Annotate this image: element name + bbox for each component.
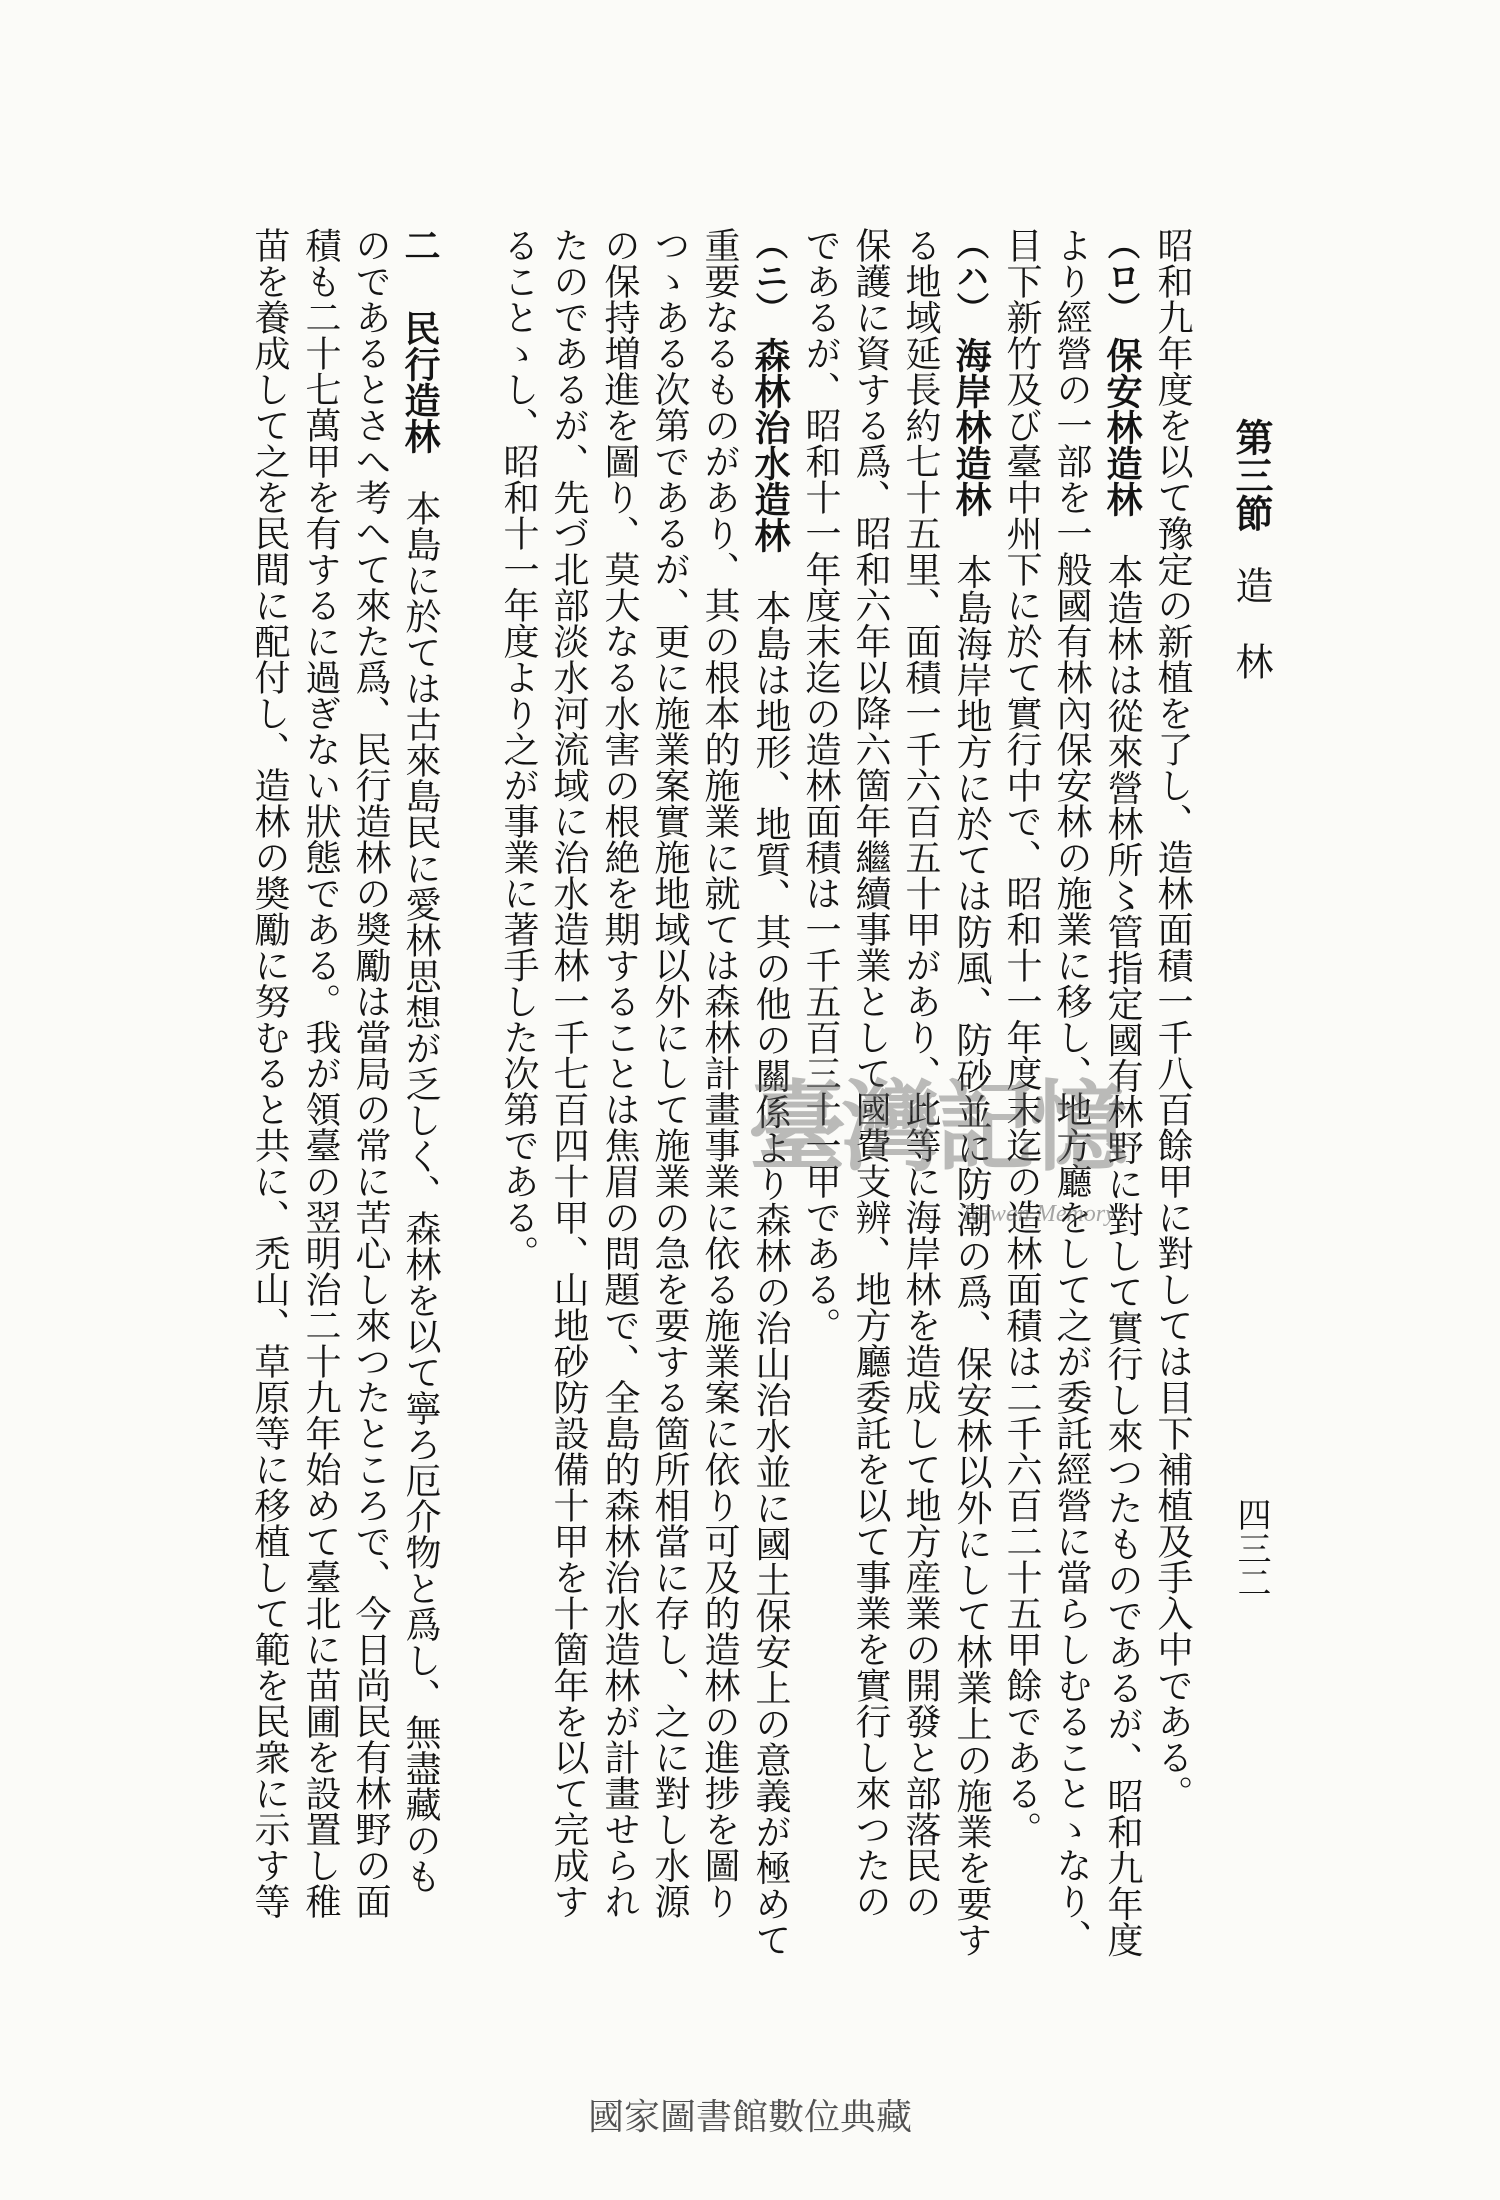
- column-text: より經營の一部を一般國有林內保安林の施業に移し、地方廳をして之が委託經營に當らしむることゝなり、: [1051, 227, 1092, 1955]
- column-text: のであるとさへ考へて來た爲、民行造林の奬勵は當局の常に苦心し來つたところで、今日尚民有林野の面: [350, 227, 391, 1919]
- column-text: 本造林は從來營林所〻管指定國有林野に對して實行し來つたものであるが、昭和九年度: [1102, 553, 1143, 1958]
- column-text: 昭和九年度を以て豫定の新植を了し、造林面積一千八百餘甲に對しては目下補植及手入中である。: [1152, 227, 1193, 1811]
- text-column: [1152, 227, 1193, 1811]
- page-number: 四三二: [1231, 1497, 1271, 1599]
- text-column: [1051, 227, 1092, 1955]
- collection-credit: 國家圖書館數位典藏: [587, 2097, 912, 2138]
- text-column: [249, 227, 290, 1919]
- watermark-logo-subtext: Taiwan Memory: [960, 1201, 1116, 1227]
- text-column: [350, 227, 391, 1919]
- column-text: 積も二十七萬甲を有するに過ぎない狀態である。我が領臺の翌明治二十九年始めて臺北に苗圃を設置し稚: [300, 227, 341, 1919]
- watermark-logo-text: 臺灣記憶: [748, 1070, 1125, 1185]
- section-heading: 民行造林: [399, 309, 441, 454]
- section-title: 造 林: [1229, 566, 1273, 681]
- subsection-label: （ハ）: [952, 227, 990, 325]
- text-column: [300, 227, 341, 1919]
- subsection-label: （ニ）: [751, 227, 789, 325]
- text-column: [800, 227, 841, 1343]
- column-text: 重要なるものがあり、其の根本的施業に就ては森林計畫事業に依る施業案に依り可及的造林の進捗を圖り: [699, 227, 740, 1919]
- text-column: [399, 227, 441, 1894]
- subsection-heading: 海岸林造林: [950, 337, 992, 518]
- section-label: 第三節: [1229, 418, 1274, 532]
- text-column: [850, 227, 891, 1919]
- column-text: 保護に資する爲、昭和六年以降六箇年繼續事業として國費支辨、地方廳委託を以て事業を實行し來つたの: [850, 227, 891, 1919]
- subsection-heading: 森林治水造林: [749, 337, 791, 554]
- column-text: つゝある次第であるが、更に施業案實施地域以外にして施業の急を要する箇所相當に存し、之に對し水源: [649, 227, 690, 1919]
- text-column: [1101, 227, 1143, 1958]
- text-column: [498, 227, 539, 1271]
- column-text: であるが、昭和十一年度末迄の造林面積は一千五百三十一甲である。: [800, 227, 841, 1343]
- column-text: 本島は地形、地質、其の他の關係より森林の治山治水並に國土保安上の意義が極めて: [750, 589, 791, 1958]
- text-column: [599, 227, 640, 1919]
- running-header: [1229, 418, 1274, 681]
- column-text: の保持増進を圖り、莫大なる水害の根絶を期することは焦眉の問題で、全島的森林治水造林が計畫せられ: [599, 227, 640, 1919]
- text-column: [548, 227, 589, 1919]
- text-column: [900, 227, 941, 1919]
- text-column: [1001, 227, 1042, 1847]
- column-text: 本島に於ては古來島民に愛林思想が乏しく、森林を以て寧ろ厄介物と爲し、無盡藏のも: [400, 489, 441, 1894]
- column-text: 目下新竹及び臺中州下に於て實行中で、昭和十一年度末迄の造林面積は二千六百二十五甲餘である。: [1001, 227, 1042, 1847]
- section-number: 二: [399, 227, 441, 263]
- column-text: ることゝし、昭和十一年度より之が事業に著手した次第である。: [498, 227, 539, 1271]
- text-column: [749, 227, 791, 1958]
- column-text: る地域延長約七十五里、面積一千六百五十甲があり、此等に海岸林を造成して地方産業の開發と部落民の: [900, 227, 941, 1919]
- column-text: 苗を養成して之を民間に配付し、造林の奬勵に努むると共に、禿山、草原等に移植して範を民衆に示す等: [249, 227, 290, 1919]
- column-text: 本島海岸地方に於ては防風、防砂並に防潮の爲、保安林以外にして林業上の施業を要す: [951, 553, 992, 1958]
- subsection-label: （ロ）: [1103, 227, 1141, 325]
- text-column: [950, 227, 992, 1958]
- subsection-heading: 保安林造林: [1101, 337, 1143, 518]
- text-column: [649, 227, 690, 1919]
- text-column: [699, 227, 740, 1919]
- column-text: たのであるが、先づ北部淡水河流域に治水造林一千七百四十甲、山地砂防設備十甲を十箇年を以て完成す: [548, 227, 589, 1919]
